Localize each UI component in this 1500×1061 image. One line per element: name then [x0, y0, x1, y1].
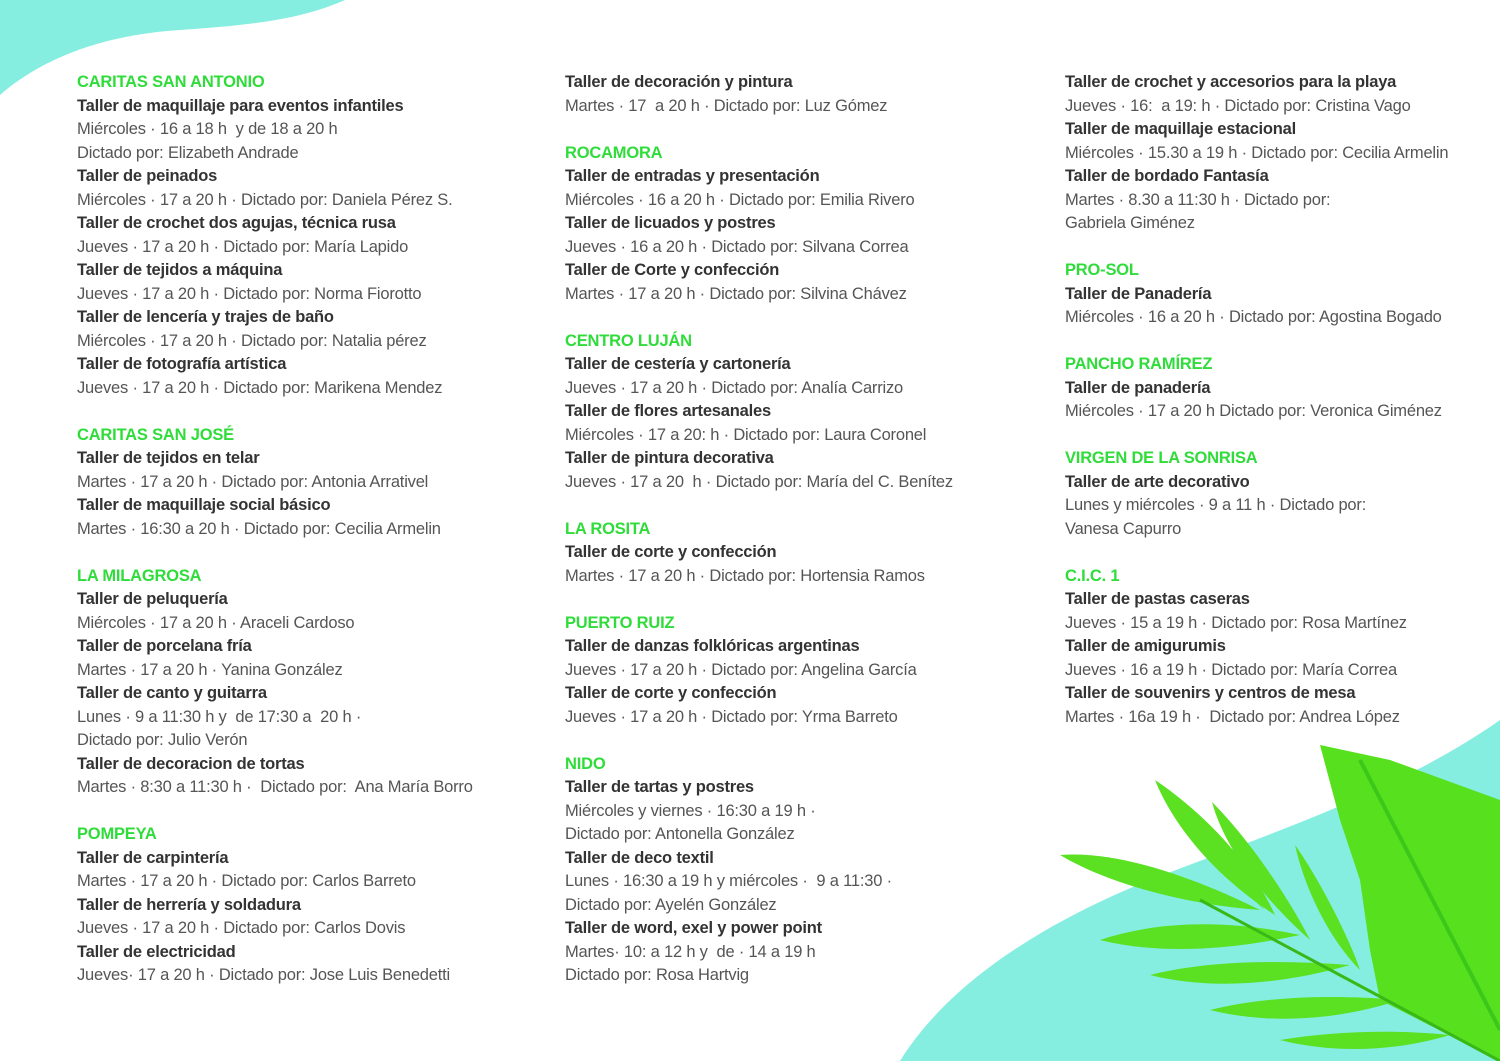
workshop-details: Jueves · 17 a 20 h · Dictado por: Marikena Mendez: [77, 378, 443, 397]
center-section: [565, 142, 1005, 307]
center-section: [77, 565, 517, 800]
center-heading: VIRGEN DE LA SONRISA: [1065, 449, 1258, 467]
workshop-details: Jueves · 16: a 19: h · Dictado por: Cristina Vago: [1065, 96, 1411, 115]
workshop-title: Taller de pastas caseras: [1065, 590, 1250, 608]
column-middle: [565, 71, 1005, 1011]
workshop-title: Taller de maquillaje para eventos infantiles: [77, 96, 404, 115]
workshop-title: Taller de lencería y trajes de baño: [77, 308, 334, 326]
center-section: [1065, 565, 1500, 730]
center-heading: LA ROSITA: [565, 519, 651, 538]
workshop-item: [1065, 635, 1500, 682]
workshop-item: [77, 847, 517, 894]
center-heading: PUERTO RUIZ: [565, 613, 675, 632]
center-section: [565, 753, 1005, 988]
workshop-title: Taller de tejidos a máquina: [77, 261, 283, 279]
workshop-item: [77, 95, 517, 166]
workshop-details: Miércoles · 17 a 20 h · Dictado por: Natalia pérez: [77, 331, 427, 350]
workshop-details: Miércoles · 17 a 20 h · Araceli Cardoso: [77, 613, 355, 632]
workshop-item: [565, 212, 1005, 259]
workshop-item: [1065, 471, 1500, 542]
workshop-details: Jueves· 17 a 20 h · Dictado por: Jose Luis Benedetti: [77, 966, 450, 984]
workshop-item: [77, 212, 517, 259]
workshop-details: Martes · 16a 19 h · Dictado por: Andrea López: [1065, 707, 1400, 726]
center-heading: LA MILAGROSA: [77, 566, 202, 585]
workshop-item: [1065, 71, 1500, 118]
center-section: [77, 71, 517, 400]
workshop-item: [1065, 682, 1500, 729]
workshop-title: Taller de porcelana fría: [77, 637, 252, 655]
workshop-title: Taller de deco textil: [565, 848, 714, 867]
workshop-title: Taller de corte y confección: [565, 684, 777, 702]
workshop-item: [77, 447, 517, 494]
workshop-item: [77, 894, 517, 941]
workshop-item: [1065, 377, 1500, 424]
workshop-item: [1065, 165, 1500, 236]
workshop-item: [77, 588, 517, 635]
center-section: [565, 518, 1005, 589]
workshop-details: Dictado por: Antonella González: [565, 825, 795, 843]
workshop-item: [565, 165, 1005, 212]
workshop-details: Jueves · 17 a 20 h · Dictado por: Analía Carrizo: [565, 378, 903, 397]
center-section: [1065, 71, 1500, 236]
workshop-title: Taller de entradas y presentación: [565, 167, 820, 185]
workshop-title: Taller de electricidad: [77, 942, 236, 961]
workshop-title: Taller de corte y confección: [565, 543, 777, 561]
workshop-title: Taller de herrería y soldadura: [77, 895, 301, 914]
workshop-details: Gabriela Giménez: [1065, 214, 1195, 232]
workshop-details: Miércoles · 16 a 20 h · Dictado por: Agostina Bogado: [1065, 308, 1442, 326]
workshop-item: [77, 259, 517, 306]
workshop-details: Martes · 17 a 20 h · Yanina González: [77, 660, 343, 679]
workshop-title: Taller de danzas folklóricas argentinas: [565, 637, 860, 655]
workshop-details: Lunes y miércoles · 9 a 11 h · Dictado por:: [1065, 496, 1367, 514]
workshop-item: [565, 917, 1005, 988]
center-heading: NIDO: [565, 754, 606, 773]
workshop-details: Miércoles · 16 a 20 h · Dictado por: Emilia Rivero: [565, 190, 915, 209]
workshop-item: [565, 776, 1005, 847]
workshop-title: Taller de Panadería: [1065, 284, 1212, 303]
workshop-details: Martes · 8:30 a 11:30 h · Dictado por: Ana María Borro: [77, 778, 473, 796]
workshop-details: Jueves · 17 a 20 h · Dictado por: María Lapido: [77, 237, 409, 256]
workshop-title: Taller de tejidos en telar: [77, 449, 260, 467]
center-section: [565, 330, 1005, 495]
workshop-details: Miércoles · 17 a 20 h Dictado por: Veronica Giménez: [1065, 402, 1442, 420]
workshop-item: [565, 259, 1005, 306]
center-heading: CENTRO LUJÁN: [565, 331, 692, 350]
workshop-details: Dictado por: Rosa Hartvig: [565, 966, 749, 984]
workshop-details: Martes · 17 a 20 h · Dictado por: Antonia Arrativel: [77, 472, 429, 491]
workshop-title: Taller de decoración y pintura: [565, 73, 793, 91]
center-heading: C.I.C. 1: [1065, 566, 1120, 585]
workshop-item: [565, 447, 1005, 494]
workshop-title: Taller de licuados y postres: [565, 214, 776, 232]
workshop-details: Martes · 8.30 a 11:30 h · Dictado por:: [1065, 190, 1331, 209]
workshop-title: Taller de souvenirs y centros de mesa: [1065, 684, 1356, 702]
center-section: [77, 424, 517, 542]
workshop-details: Jueves · 16 a 20 h · Dictado por: Silvana Correa: [565, 237, 909, 256]
workshop-details: Miércoles · 15.30 a 19 h · Dictado por: Cecilia Armelin: [1065, 143, 1449, 162]
workshop-details: Jueves · 17 a 20 h · Dictado por: Angelina García: [565, 660, 917, 679]
center-section: [1065, 259, 1500, 330]
workshop-details: Lunes · 16:30 a 19 h y miércoles · 9 a 11:30 ·: [565, 872, 892, 890]
column-left: [77, 71, 517, 1011]
center-section: [77, 823, 517, 988]
workshop-title: Taller de panadería: [1065, 378, 1211, 397]
workshop-details: Martes · 17 a 20 h · Dictado por: Silvina Chávez: [565, 284, 907, 303]
workshop-title: Taller de cestería y cartonería: [565, 355, 791, 373]
workshop-details: Dictado por: Ayelén González: [565, 895, 777, 914]
workshop-title: Taller de word, exel y power point: [565, 919, 822, 937]
workshop-title: Taller de flores artesanales: [565, 402, 771, 420]
center-heading: PANCHO RAMÍREZ: [1065, 355, 1213, 373]
workshop-title: Taller de decoracion de tortas: [77, 754, 305, 773]
workshop-details: Vanesa Capurro: [1065, 519, 1182, 538]
workshop-details: Jueves · 17 a 20 h · Dictado por: María del C. Benítez: [565, 472, 953, 491]
center-heading: PRO-SOL: [1065, 261, 1139, 279]
workshop-details: Miércoles · 16 a 18 h y de 18 a 20 h: [77, 120, 338, 138]
workshop-item: [77, 494, 517, 541]
workshop-title: Taller de carpintería: [77, 848, 229, 867]
center-section: [565, 71, 1005, 118]
workshop-title: Taller de peluquería: [77, 590, 228, 608]
workshop-item: [77, 165, 517, 212]
workshop-title: Taller de bordado Fantasía: [1065, 167, 1269, 185]
workshop-details: Miércoles y viernes · 16:30 a 19 h ·: [565, 801, 816, 820]
workshop-details: Jueves · 17 a 20 h · Dictado por: Yrma Barreto: [565, 707, 898, 726]
workshop-title: Taller de canto y guitarra: [77, 684, 267, 702]
workshop-details: Martes· 10: a 12 h y de · 14 a 19 h: [565, 942, 816, 961]
workshop-details: Jueves · 17 a 20 h · Dictado por: Norma Fiorotto: [77, 284, 422, 303]
center-section: [565, 612, 1005, 730]
workshop-details: Jueves · 17 a 20 h · Dictado por: Carlos Dovis: [77, 919, 406, 937]
workshop-item: [77, 353, 517, 400]
workshop-item: [565, 682, 1005, 729]
center-heading: CARITAS SAN JOSÉ: [77, 425, 234, 444]
workshop-details: Miércoles · 17 a 20: h · Dictado por: Laura Coronel: [565, 425, 927, 444]
center-heading: POMPEYA: [77, 825, 157, 843]
workshop-item: [1065, 588, 1500, 635]
workshop-item: [77, 682, 517, 753]
workshop-title: Taller de tartas y postres: [565, 778, 754, 796]
workshop-title: Taller de amigurumis: [1065, 637, 1226, 655]
workshop-title: Taller de peinados: [77, 167, 218, 185]
workshop-item: [565, 353, 1005, 400]
workshop-item: [1065, 283, 1500, 330]
workshop-item: [77, 635, 517, 682]
workshop-details: Jueves · 15 a 19 h · Dictado por: Rosa Martínez: [1065, 613, 1407, 632]
workshop-item: [77, 753, 517, 800]
workshop-details: Martes · 17 a 20 h · Dictado por: Hortensia Ramos: [565, 566, 925, 585]
column-right: [1065, 71, 1500, 753]
workshop-title: Taller de crochet y accesorios para la playa: [1065, 73, 1397, 91]
workshop-item: [565, 847, 1005, 918]
workshop-item: [1065, 118, 1500, 165]
center-section: [1065, 447, 1500, 541]
workshop-item: [565, 541, 1005, 588]
workshop-item: [77, 306, 517, 353]
workshop-item: [565, 71, 1005, 118]
workshop-title: Taller de fotografía artística: [77, 355, 287, 373]
workshop-details: Martes · 17 a 20 h · Dictado por: Luz Gómez: [565, 96, 888, 115]
workshop-details: Dictado por: Elizabeth Andrade: [77, 143, 299, 162]
workshop-title: Taller de Corte y confección: [565, 261, 780, 279]
workshop-title: Taller de crochet dos agujas, técnica rusa: [77, 214, 396, 232]
workshop-item: [565, 635, 1005, 682]
workshop-item: [77, 941, 517, 988]
workshop-details: Lunes · 9 a 11:30 h y de 17:30 a 20 h ·: [77, 707, 362, 726]
workshop-details: Dictado por: Julio Verón: [77, 731, 248, 749]
workshop-item: [565, 400, 1005, 447]
workshop-details: Martes · 17 a 20 h · Dictado por: Carlos Barreto: [77, 872, 416, 890]
workshop-title: Taller de maquillaje estacional: [1065, 120, 1297, 138]
workshop-title: Taller de arte decorativo: [1065, 472, 1250, 491]
center-section: [1065, 353, 1500, 424]
workshop-title: Taller de maquillaje social básico: [77, 496, 331, 514]
center-heading: CARITAS SAN ANTONIO: [77, 73, 265, 91]
center-heading: ROCAMORA: [565, 143, 663, 162]
workshop-details: Miércoles · 17 a 20 h · Dictado por: Daniela Pérez S.: [77, 190, 453, 209]
workshop-details: Jueves · 16 a 19 h · Dictado por: María Correa: [1065, 660, 1397, 679]
workshop-title: Taller de pintura decorativa: [565, 449, 774, 467]
workshop-details: Martes · 16:30 a 20 h · Dictado por: Cecilia Armelin: [77, 519, 441, 538]
